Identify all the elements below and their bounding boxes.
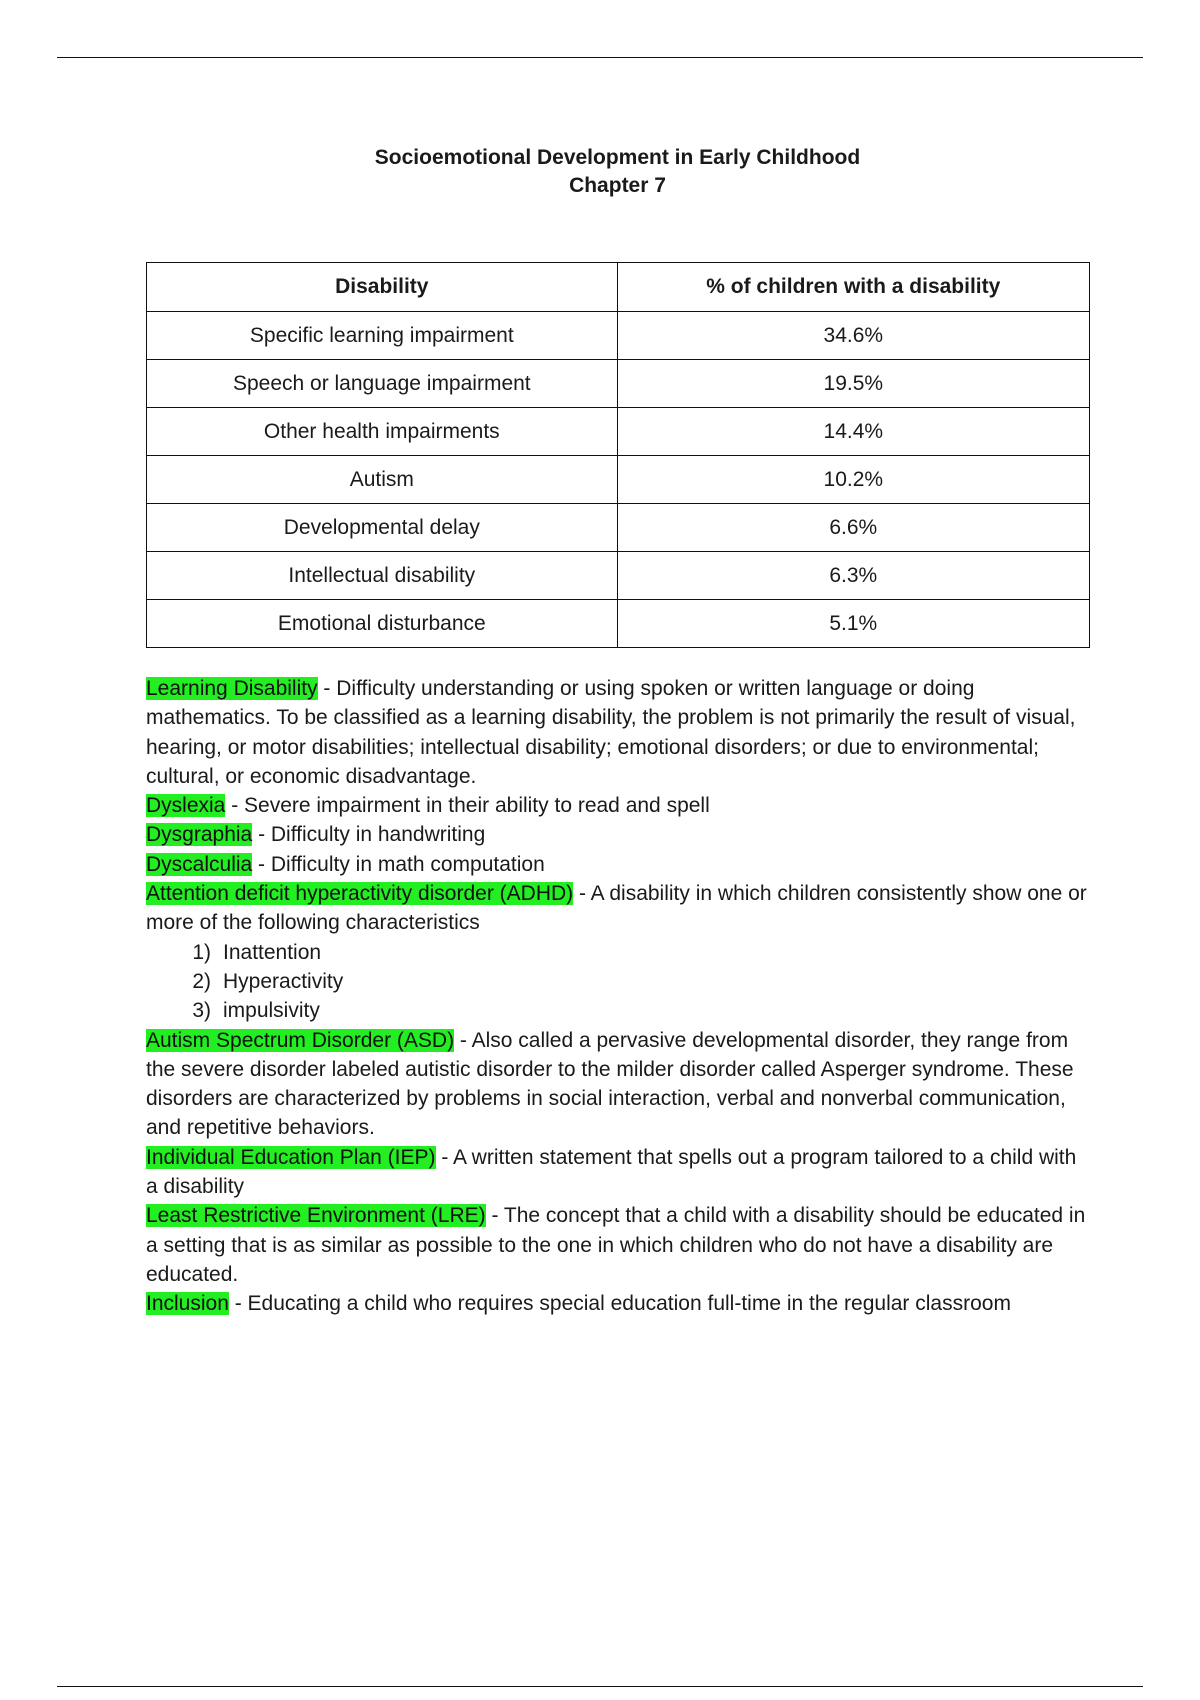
table-header-row bbox=[147, 263, 1090, 312]
table-row bbox=[147, 360, 1090, 408]
list-item-text: impulsivity bbox=[223, 999, 320, 1023]
title-block bbox=[0, 144, 1200, 200]
header-percent: % of children with a disability bbox=[617, 263, 1089, 312]
disability-cell: Emotional disturbance bbox=[147, 600, 618, 648]
table-row bbox=[147, 552, 1090, 600]
percent-cell: 6.3% bbox=[617, 552, 1089, 600]
definition-text: - Difficulty in math computation bbox=[252, 852, 545, 876]
list-item-text: Hyperactivity bbox=[223, 969, 344, 993]
header-disability: Disability bbox=[147, 263, 618, 312]
list-item bbox=[192, 938, 1090, 967]
percent-cell: 14.4% bbox=[617, 408, 1089, 456]
definition-lre bbox=[146, 1201, 1090, 1289]
definition-text: - Severe impairment in their ability to read and spell bbox=[225, 794, 710, 818]
percent-cell: 19.5% bbox=[617, 360, 1089, 408]
definition-adhd bbox=[146, 879, 1090, 938]
term-highlight: Inclusion bbox=[146, 1292, 229, 1316]
list-item bbox=[192, 967, 1090, 996]
table-row bbox=[147, 600, 1090, 648]
term-highlight: Dyslexia bbox=[146, 794, 226, 818]
list-number: 2) bbox=[192, 969, 211, 993]
definition-inclusion bbox=[146, 1289, 1090, 1318]
term-highlight: Least Restrictive Environment (LRE) bbox=[146, 1204, 486, 1228]
term-highlight: Dysgraphia bbox=[146, 823, 253, 847]
definition-learning-disability bbox=[146, 674, 1090, 791]
list-item bbox=[192, 996, 1090, 1025]
list-number: 1) bbox=[192, 940, 211, 964]
percent-cell: 5.1% bbox=[617, 600, 1089, 648]
term-highlight: Attention deficit hyperactivity disorder (ADHD) bbox=[146, 882, 574, 906]
definition-dysgraphia bbox=[146, 820, 1090, 849]
document-title: Socioemotional Development in Early Childhood bbox=[374, 146, 861, 169]
definition-text: - The concept that a child with a disability should be educated in a setting that is as similar as possible to the one in which children who do not have a disability are educated. bbox=[146, 1204, 1086, 1286]
table-row bbox=[147, 312, 1090, 360]
chapter-label: Chapter 7 bbox=[569, 174, 666, 197]
definition-text: - A disability in which children consistently show one or more of the following characteristics bbox=[146, 882, 1087, 935]
disability-cell: Other health impairments bbox=[147, 408, 618, 456]
table-row bbox=[147, 408, 1090, 456]
table-row bbox=[147, 456, 1090, 504]
definition-dyslexia bbox=[146, 791, 1090, 820]
top-rule bbox=[57, 57, 1143, 58]
bottom-rule bbox=[57, 1686, 1143, 1687]
term-highlight: Autism Spectrum Disorder (ASD) bbox=[146, 1028, 455, 1052]
list-item-text: Inattention bbox=[223, 940, 322, 964]
list-number: 3) bbox=[192, 999, 211, 1023]
disability-cell: Speech or language impairment bbox=[147, 360, 618, 408]
disability-table bbox=[146, 262, 1090, 648]
table-row bbox=[147, 504, 1090, 552]
percent-cell: 6.6% bbox=[617, 504, 1089, 552]
definition-iep bbox=[146, 1143, 1090, 1202]
disability-cell: Autism bbox=[147, 456, 618, 504]
disability-cell: Specific learning impairment bbox=[147, 312, 618, 360]
definition-asd bbox=[146, 1026, 1090, 1143]
disability-cell: Intellectual disability bbox=[147, 552, 618, 600]
definition-text: - Educating a child who requires special education full-time in the regular classroom bbox=[228, 1292, 1011, 1316]
adhd-characteristics-list bbox=[146, 938, 1090, 1026]
disability-cell: Developmental delay bbox=[147, 504, 618, 552]
definition-dyscalculia bbox=[146, 850, 1090, 879]
definition-text: - A written statement that spells out a program tailored to a child with a disability bbox=[146, 1145, 1077, 1199]
term-highlight: Dyscalculia bbox=[146, 852, 253, 876]
percent-cell: 34.6% bbox=[617, 312, 1089, 360]
definition-text: - Difficulty in handwriting bbox=[252, 823, 486, 847]
percent-cell: 10.2% bbox=[617, 456, 1089, 504]
definition-text: - Difficulty understanding or using spoken or written language or doing mathematics. To be classified as a learning disability, the problem is not primarily the result of visual, hearing, or motor disabilities; intellectual disability; emotional disorders; or due to environmental; cultural, or economic disadvantage. bbox=[146, 677, 1076, 788]
definition-text: - Also called a pervasive developmental disorder, they range from the severe disorder labeled autistic disorder to the milder disorder called Asperger syndrome. These disorders are characterized by problems in social interaction, verbal and nonverbal communication, and repetitive behaviors. bbox=[146, 1028, 1074, 1140]
definitions-section bbox=[146, 674, 1090, 1319]
term-highlight: Individual Education Plan (IEP) bbox=[146, 1145, 436, 1169]
term-highlight: Learning Disability bbox=[146, 677, 318, 700]
